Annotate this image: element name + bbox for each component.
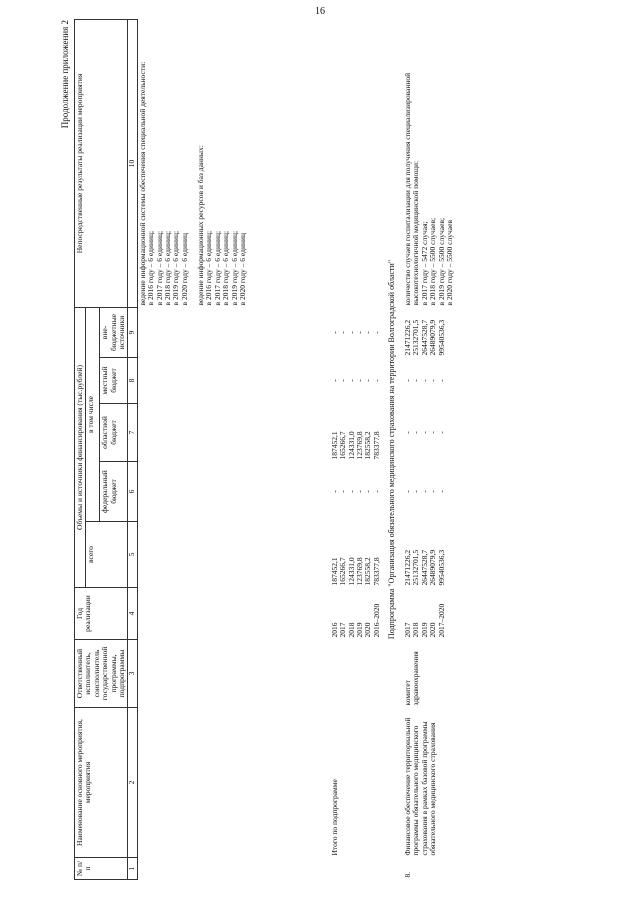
col-number: 3 — [128, 640, 137, 708]
appendix-label: Продолжение приложения 2 — [60, 20, 70, 129]
header-regional: областной бюджет — [100, 404, 128, 462]
header-num: № п/п — [75, 858, 128, 880]
row-8-total: 21471226,2 25132701,5 26447528,7 26489079,9 99540536,3 — [403, 549, 446, 586]
row-8 — [403, 19, 455, 879]
subprogram-title: Подпрограмма "Организация обязательного медицинского страхования на территории Волгоградской области" — [387, 259, 397, 640]
result-info-system: ведение информационной системы обеспечения специальной деятельности: в 2016 году – 6 единиц; в 2017 году – 6 единиц; в 2018 году – 6 единиц; в 2019 году – 6 единиц; в 2020 году – 6 единиц — [137, 61, 189, 306]
header-in-that: в том числе — [86, 307, 100, 521]
total-values: 187452,1 165266,7 124331,0 123769,8 182558,2 783377,8 — [329, 557, 381, 586]
funding-table — [74, 19, 455, 880]
total-years: 2016 2017 2018 2019 2020 2016–2020 — [329, 603, 381, 638]
header-row-1 — [75, 19, 86, 879]
row-8-federal: - - - - - — [403, 490, 446, 493]
col-number: 6 — [128, 462, 137, 522]
total-row — [330, 19, 382, 879]
row-8-name: Финансовое обеспечение территориальной программы обязательного медицинского страхования в рамках базовой программы обязательного медицинского страхования — [403, 717, 438, 856]
col-number: 2 — [128, 708, 137, 858]
total-local: - - - - - - — [329, 379, 381, 382]
col-number: 8 — [128, 358, 137, 404]
row-8-number: 8. — [403, 871, 413, 878]
header-extra: вне-бюджетные источники — [100, 307, 128, 357]
continued-results-row — [137, 19, 330, 879]
total-label: Итого по подпрограмме — [329, 779, 339, 856]
header-year: Год реализации — [75, 588, 128, 640]
col-number: 7 — [128, 404, 137, 462]
header-federal: федеральный бюджет — [100, 462, 128, 522]
total-federal: - - - - - - — [329, 490, 381, 493]
col-number: 9 — [128, 307, 137, 357]
subprogram-title-row — [382, 19, 403, 879]
page-number: 16 — [315, 6, 325, 17]
col-number: 10 — [128, 19, 137, 307]
col-number: 4 — [128, 588, 137, 640]
column-number-row — [128, 19, 137, 879]
row-8-local: - - - - - — [403, 379, 446, 382]
header-name: Наименование основного мероприятия, мероприятия — [75, 708, 128, 858]
header-local: местный бюджет — [100, 358, 128, 404]
rotated-page — [60, 20, 640, 880]
row-8-years: 2017 2018 2019 2020 2017–2020 — [403, 603, 446, 638]
header-results: Непосредственные результаты реализации мероприятия — [75, 19, 128, 307]
total-regional: 187452,1 165266,7 124331,0 123769,8 182558,2 783377,8 — [329, 431, 381, 460]
row-8-regional: - - - - - — [403, 431, 446, 434]
header-executor: Ответственный исполнитель, соисполнитель государственной программы, подпрограммы — [75, 640, 128, 708]
col-number: 5 — [128, 522, 137, 588]
total-extra: - - - - - - — [329, 331, 381, 334]
row-8-executor: комитет здравоохранения — [403, 651, 421, 706]
result-info-resources: ведение информационных ресурсов и баз данных: в 2016 году – 6 единиц; в 2017 году – 6 единиц; в 2018 году – 6 единиц; в 2019 году – 6 единиц; в 2020 году – 6 единиц — [196, 145, 248, 306]
result-cell — [137, 19, 330, 307]
row-8-result: количество случаев госпитализации для получения специализированной высокотехнологичной медицинской помощи: в 2017 году – 5472 случая; в 2018 году – 5500 случаев; в 2019 году – 5500 случаев; в 2020 году – 5500 случаев — [403, 72, 454, 306]
header-funding-group: Объемы и источники финансирования (тыс.рублей) — [75, 307, 86, 587]
row-8-extra: 21471226,2 25132701,5 26447528,7 26489079,9 99540536,3 — [403, 319, 446, 356]
col-number: 1 — [128, 858, 137, 880]
header-total: всего — [86, 522, 128, 588]
